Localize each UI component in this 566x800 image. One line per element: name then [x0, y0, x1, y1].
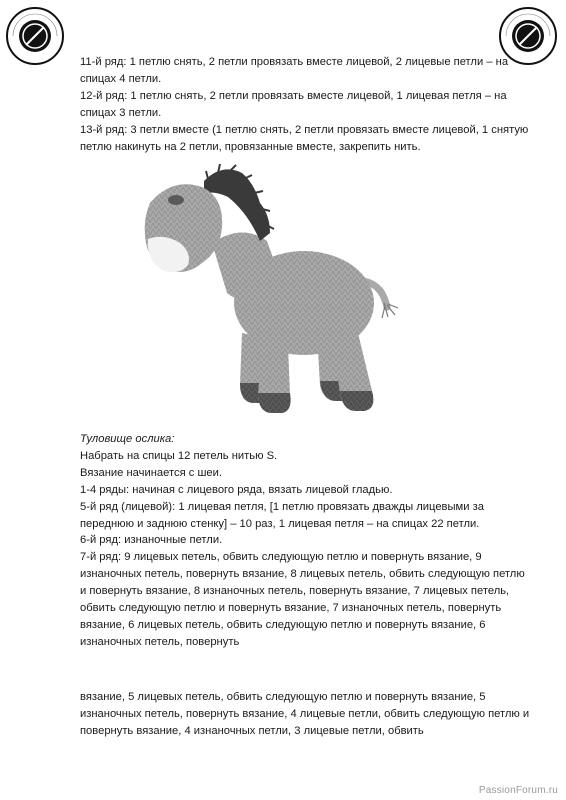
neck-start-text: Вязание начинается с шеи. [80, 466, 223, 479]
pdf-viewer-stamp-left[interactable] [5, 6, 65, 66]
instructions-body [80, 431, 530, 651]
instructions-top [80, 54, 530, 155]
row-7-text: 7-й ряд: 9 лицевых петель, обвить следующую петлю и повернуть вязание, 9 изнаночных петель, повернуть вязание, 8 лицевых петель, обвить следующую петлю и повернуть вязание, 8 изнаночных петель, повернуть вязание, 7 лицевых петель, обвить следующую петлю и повернуть вязание, 7 изнаночных петель, повернуть вязание, 6 лицевых петель, обвить следующую петлю и повернуть вязание, 6 изнаночных петель, повернуть [80, 551, 525, 648]
site-watermark: PassionForum.ru [478, 785, 558, 796]
knitted-donkey-image [132, 163, 414, 425]
row-5-text: 5-й ряд (лицевой): 1 лицевая петля, [1 петлю провязать дважды лицевыми за переднюю и заднюю стенку] – 10 раз, 1 лицевая петля – на спицах 22 петли. [80, 500, 484, 530]
section-title: Туловище ослика: [80, 433, 175, 445]
instructions-continued [80, 689, 530, 740]
row-12-text: 12-й ряд: 1 петлю снять, 2 петли провязать вместе лицевой, 1 лицевая петля – на спицах 3 петли. [80, 89, 507, 119]
row-7-continued-text: вязание, 5 лицевых петель, обвить следующую петлю и повернуть вязание, 5 изнаночных петель, повернуть вязание, 4 лицевые петли, обвить следующую петлю и повернуть вязание, 4 изнаночных петли, 3 лицевые петли, обвить [80, 691, 530, 737]
row-13-text: 13-й ряд: 3 петли вместе (1 петлю снять, 2 петли провязать вместе лицевой, 1 снятую петлю накинуть на 2 петли, провязанные вместе, закрепить нить. [80, 123, 529, 153]
row-11-text: 11-й ряд: 1 петлю снять, 2 петли провязать вместе лицевой, 2 лицевые петли – на спицах 4 петли. [80, 56, 509, 85]
row-6-text: 6-й ряд: изнаночные петли. [80, 534, 223, 547]
cast-on-text: Набрать на спицы 12 петель нитью S. [80, 449, 278, 462]
rows-1-4-text: 1-4 ряды: начиная с лицевого ряда, вязать лицевой гладью. [80, 483, 393, 496]
